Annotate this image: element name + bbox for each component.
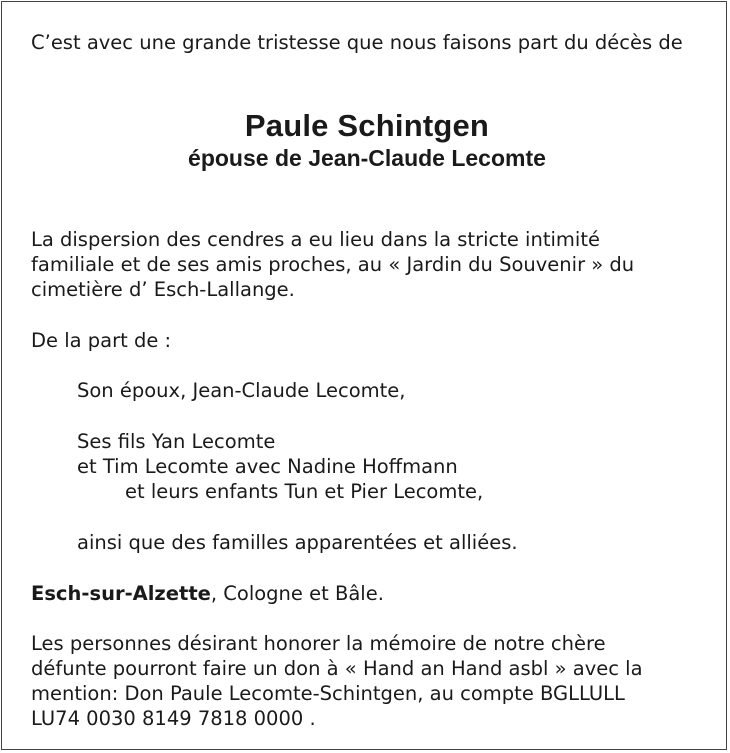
dispersion-line: cimetière d’ Esch-Lallange. [31,278,295,301]
husband-line: Son époux, Jean-Claude Lecomte, [77,379,406,402]
other-places: , Cologne et Bâle. [210,582,384,605]
sons-line: et Tim Lecomte avec Nadine Hoffmann [77,455,458,478]
deceased-block [31,108,703,172]
sons-line: Ses fils Yan Lecomte [77,430,276,453]
donation-line: défunte pourront faire un don à « Hand an Hand asbl » avec la [31,657,643,680]
grandchildren-line: et leurs enfants Tun et Pier Lecomte, [125,480,484,503]
donation-line: LU74 0030 8149 7818 0000 . [31,707,316,730]
donation-line: Les personnes désirant honorer la mémoire de notre chère [31,632,606,655]
from-label: De la part de : [31,329,172,352]
donation-paragraph [31,631,703,731]
dispersion-paragraph [31,227,703,302]
main-place: Esch-sur-Alzette [31,582,211,605]
intro-text: C’est avec une grande tristesse que nous faisons part du décès de [31,31,683,54]
donation-line: mention: Don Paule Lecomte-Schintgen, au compte BGLLULL [31,682,625,705]
places-line [31,581,703,606]
spouse-line: épouse de Jean-Claude Lecomte [188,145,546,171]
families-line: ainsi que des familles apparentées et alliées. [77,531,518,554]
sons-block [31,429,703,504]
death-notice [31,30,703,731]
dispersion-line: familiale et de ses amis proches, au « Jardin du Souvenir » du [31,253,635,276]
deceased-name: Paule Schintgen [244,108,490,143]
dispersion-line: La dispersion des cendres a eu lieu dans la stricte intimité [31,228,600,251]
